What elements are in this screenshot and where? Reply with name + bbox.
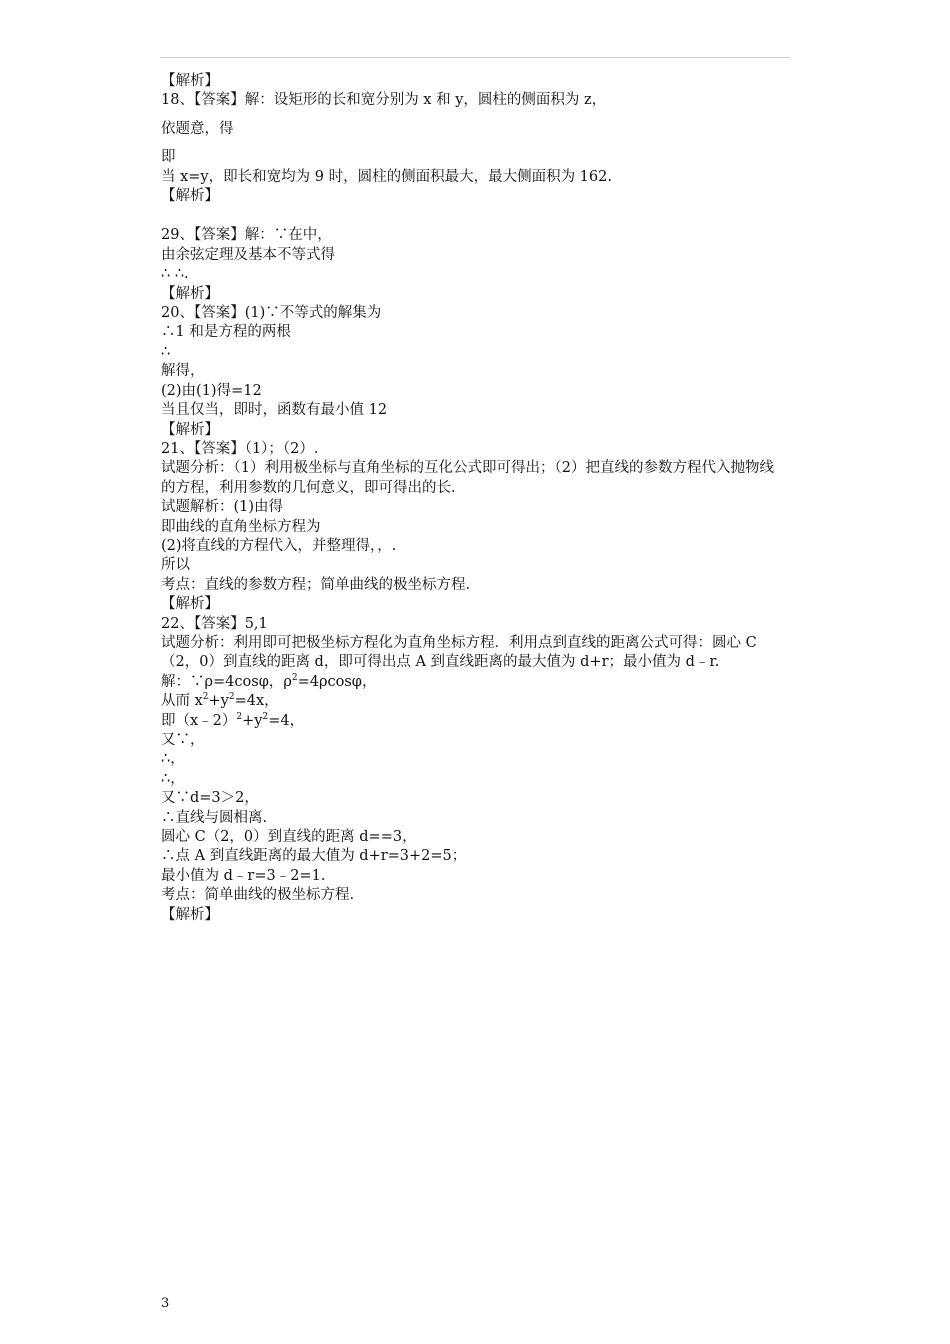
text-line: 即曲线的直角坐标方程为 xyxy=(161,518,321,535)
text-line: 【解析】 xyxy=(161,188,219,205)
text-line: 18、【答案】解：设矩形的长和宽分别为 x 和 y，圆柱的侧面积为 z， xyxy=(161,92,607,109)
text-segment: 从而 x xyxy=(161,693,203,710)
text-line: 22、【答案】5,1 xyxy=(161,615,268,632)
text-line: 解得， xyxy=(161,363,205,380)
text-line: 依题意，得 xyxy=(161,120,234,137)
text-line: ∴ ∴. xyxy=(161,266,189,283)
text-line: 试题解析：(1)由得 xyxy=(161,499,284,516)
text-line: 【解析】 xyxy=(161,285,219,302)
text-line xyxy=(161,673,786,692)
text-line: ∴ xyxy=(161,343,171,360)
text-line: 20、【答案】(1)∵不等式的解集为 xyxy=(161,305,382,322)
text-segment: 解：∵ρ=4cosφ，ρ xyxy=(161,673,292,690)
superscript: 2 xyxy=(262,711,269,722)
text-paragraph: 试题分析：利用即可把极坐标方程化为直角坐标方程．利用点到直线的距离公式可得：圆心 C（2，0）到直线的距离 d，即可得出点 A 到直线距离的最大值为 d+r；最小值为 d﹣r. xyxy=(161,634,757,671)
text-line: 又∵d=3＞2， xyxy=(161,790,259,807)
text-line: 圆心 C（2，0）到直线的距离 d==3， xyxy=(161,829,417,846)
text-line: 【解析】 xyxy=(161,73,219,89)
text-line: ∴， xyxy=(161,770,185,787)
text-segment: =4x， xyxy=(234,693,279,710)
text-line: 又∵， xyxy=(161,732,205,748)
text-line: 当 x=y，即长和宽均为 9 时，圆柱的侧面积最大，最大侧面积为 162. xyxy=(161,168,612,185)
text-line: ∴1 和是方程的两根 xyxy=(161,324,291,341)
text-segment: +y xyxy=(208,693,229,710)
text-line: (2)由(1)得=12 xyxy=(161,382,262,399)
text-segment: +y xyxy=(242,712,263,729)
text-line: 当且仅当，即时，函数有最小值 12 xyxy=(161,402,388,419)
text-line: ∴点 A 到直线距离的最大值为 d+r=3+2=5； xyxy=(161,848,467,865)
text-line: 21、【答案】（1）；（2）. xyxy=(161,440,319,457)
text-line: 【解析】 xyxy=(161,596,219,613)
text-line: 考点：简单曲线的极坐标方程. xyxy=(161,887,355,904)
text-line xyxy=(161,712,786,731)
header-rule xyxy=(160,57,790,58)
text-line: 【解析】 xyxy=(161,421,219,438)
text-line: (2)将直线的方程代入，并整理得，，. xyxy=(161,537,397,554)
superscript: 2 xyxy=(202,692,209,703)
text-line: 最小值为 d﹣r=3﹣2=1. xyxy=(161,867,326,884)
text-line: 【解析】 xyxy=(161,906,219,923)
text-line: 即 xyxy=(161,149,176,166)
superscript: 2 xyxy=(236,711,243,722)
text-line: 考点：直线的参数方程；简单曲线的极坐标方程. xyxy=(161,576,471,593)
text-line: 29、【答案】解：∵在中， xyxy=(161,227,332,244)
superscript: 2 xyxy=(291,672,298,683)
text-line: ∴直线与圆相离. xyxy=(161,809,268,826)
document-body xyxy=(161,72,786,925)
text-line: 所以 xyxy=(161,557,190,574)
text-segment: =4ρcosφ， xyxy=(297,673,377,690)
page-number: 3 xyxy=(161,1296,170,1311)
superscript: 2 xyxy=(228,692,235,703)
text-line: ∴， xyxy=(161,751,185,768)
text-segment: =4， xyxy=(268,712,305,729)
text-line xyxy=(161,692,786,711)
text-line: 由余弦定理及基本不等式得 xyxy=(161,246,335,263)
text-paragraph: 试题分析：（1）利用极坐标与直角坐标的互化公式即可得出；（2）把直线的参数方程代入抛物线的方程，利用参数的几何意义，即可得出的长. xyxy=(161,460,774,496)
text-segment: 即（x﹣2） xyxy=(161,712,237,729)
